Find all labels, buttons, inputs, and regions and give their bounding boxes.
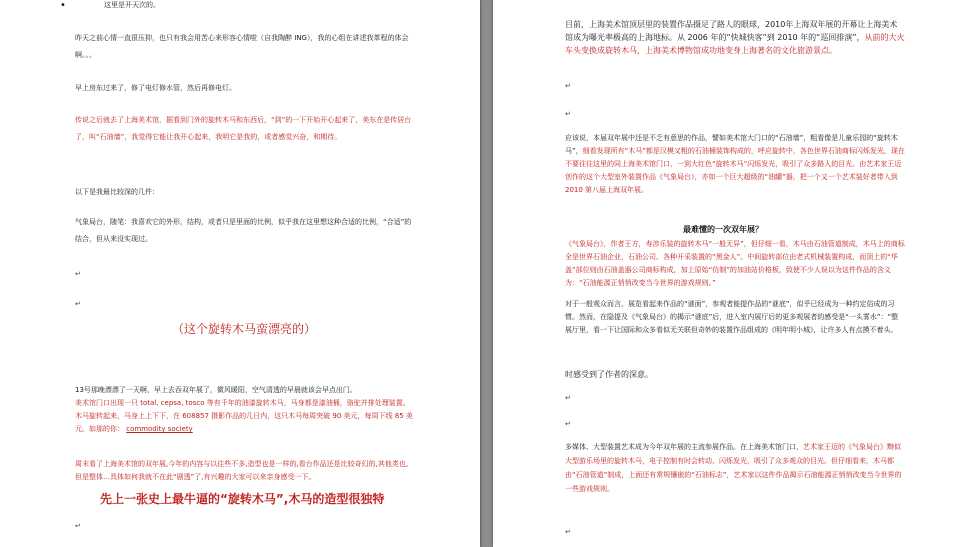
- right-paragraph-6: [565, 440, 905, 496]
- paragraph-7: 周末看了上海美术馆的双年展,今年的内容与以往些不多,造型也是一样的,看台作品还是比较奇幻的,其他类也,但是整体…具体如何我就不在此“剧透”了,有兴趣的大家可以来亲身感受一下。: [75, 460, 409, 481]
- paragraph-6: 13号那晚漂漂了一天啊，早上去吞双年展了，微风暖阳，空气清透的早晨就该会早点出门。: [75, 386, 357, 394]
- paragraph-mark: ↵: [565, 394, 571, 402]
- document-page-left[interactable]: [0, 0, 480, 547]
- right-paragraph-6-red: 艺术家王迈的《气象局台》黝似大型游乐场里的旋转木马，电子控制有时会转动、闪烁发光，吸引了众多观众的目光。但仔细看来，木马都由“石油管道”制成，上面还有常规镶嵌的“石油标志”，艺术家以这件作品揭示石油能源正悄悄改变当今世界的一些游戏规则。: [565, 443, 902, 493]
- paragraph-mark: ↵: [565, 82, 571, 90]
- right-paragraph-5: 时感受到了作者的深意。: [565, 370, 653, 379]
- right-paragraph-2: [565, 132, 905, 197]
- image-caption-bold: 先上一张史上最牛逼的“旋转木马”,木马的造型很独特: [100, 492, 385, 506]
- right-paragraph-1-text: 目前，上海美术馆顶层里的装置作品摄足了路人的眼球，2010年上海双年展的开幕让上海美术馆成为曝光率极高的上海地标。从 2006 年的“快城快客”到 2010 年的“巡回排演”，: [565, 20, 898, 42]
- commodity-link[interactable]: commodity society: [126, 425, 193, 433]
- page-gutter: [480, 0, 493, 547]
- paragraph-mark: ↵: [75, 300, 81, 308]
- paragraph-1: 昨天之前心情一直很压抑，也只有我会用苦心来形容心情啦（自我陶醉 ING），我的心组在讲述我革程的体会啊。。。: [75, 34, 409, 59]
- paragraph-mark: ↵: [75, 522, 81, 530]
- bullet-icon: •: [60, 0, 66, 11]
- right-paragraph-3: 《气象局台》，作者王方，寿涉乐装的旋转木马“一般无异”，但仔细一看，木马由石油管道制成，木马上的商标全是世界石油企业，石油公司。各种开采装置的“黑金人”。中间旋转部位由老式机械装置构成，而顶上的“华盖”部位则由石油盖器公司商标构成，加上原始“仿制”的加油站价格板，致使不少人误以为这件作品的含义为：“石油能源正悄悄改变当今世界的游戏规则。”: [565, 240, 905, 287]
- paragraph-mark: ↵: [565, 110, 571, 118]
- right-paragraph-6-text: 多媒体、大型装置艺术成为今年双年展的主流参展作品。在上海美术馆门口，: [565, 443, 803, 451]
- section-heading: 最难懂的一次双年展？: [683, 225, 763, 234]
- document-page-right[interactable]: [493, 0, 971, 547]
- bullet-line: 这里是开天次的。: [104, 1, 160, 9]
- right-paragraph-4: 对于一般观众而言，展览看起来作品的“谜面”，参观者能提作品的“谜底”，似乎已经成为一种约定俗成的习惯。然而，在隐提及《气象局台》的揭示“谜底”后，进入室内展厅后的更多观展者的感受是“一头雾水”：“整展厅里，看一下让国际和众多看似无关联但奇妙的装置作品组成的《明年明小城》，让许多人有点摸不着头。: [565, 300, 899, 334]
- paragraph-2: 早上房东过来了，修了电灯修水管，然后再修电灯。: [75, 84, 236, 92]
- right-paragraph-1-red: 从前的大火车头变换成旋转木马，上海美术博物馆成功地变身上海著名的文化旅游景点。: [565, 33, 905, 55]
- paragraph-6-red-text: 美术馆门口出现一只 total, cepsa, tosco 等有千年的油漆旋转木马，马身都是漆油桶，骆驼并排处理装置。木马旋转起来，马身上上下下，在 608857 摄影作品的几日内，这只木马每周突破 90 美元，每周下线 85 美元。如那的你：: [75, 399, 413, 433]
- right-paragraph-1: [565, 18, 905, 57]
- right-paragraph-2-red: 细看发现所有“木马”都是汉模又粗的石油桶装饰构成的，呼应旋转中，各色世界石油商标闪烁发光，现在不要往往这里的同上海美术馆门口，一到大红色“旋转木马”闪烁发光，吸引了众多路人的目光。由艺术家王迈创作的这个大型室外装置作品《气象局台》，亦如一个巨大超级的“油罐”器，把一个又一个艺术装好者带入到 2010 第八届上海双年展。: [565, 147, 905, 194]
- right-paragraph-2-text: 应该说，本届双年展中还是不乏有意思的作品，譬如美术馆大门口的“石油墙”，粗看像是儿童乐园的“旋转木马”，: [565, 134, 898, 155]
- paragraph-6-red: [75, 397, 415, 436]
- paragraph-3-red: 传说之后就去了上海美术馆，据看到门外的旋转木马和东西后，“到”的一下开始开心起来了，美东在是传居台了，叫“石油墙”，我觉得它能让我开心起来，我明它是我的，或者感觉兴奋，和期待。: [75, 116, 412, 141]
- paragraph-mark: ↵: [565, 420, 571, 428]
- image-caption: （这个旋转木马蛮漂亮的）: [172, 322, 317, 336]
- paragraph-5: 气象局台，随笔：我喜欢它的外形，结构，或者只是里面的比例，似乎我在这里想这种合适的比例，“合适”的结合，但从来没实现过。: [75, 218, 412, 243]
- paragraph-mark: ↵: [565, 528, 571, 536]
- paragraph-4: 以下是我最比较深的几件：: [75, 188, 159, 196]
- paragraph-mark: ↵: [75, 270, 81, 278]
